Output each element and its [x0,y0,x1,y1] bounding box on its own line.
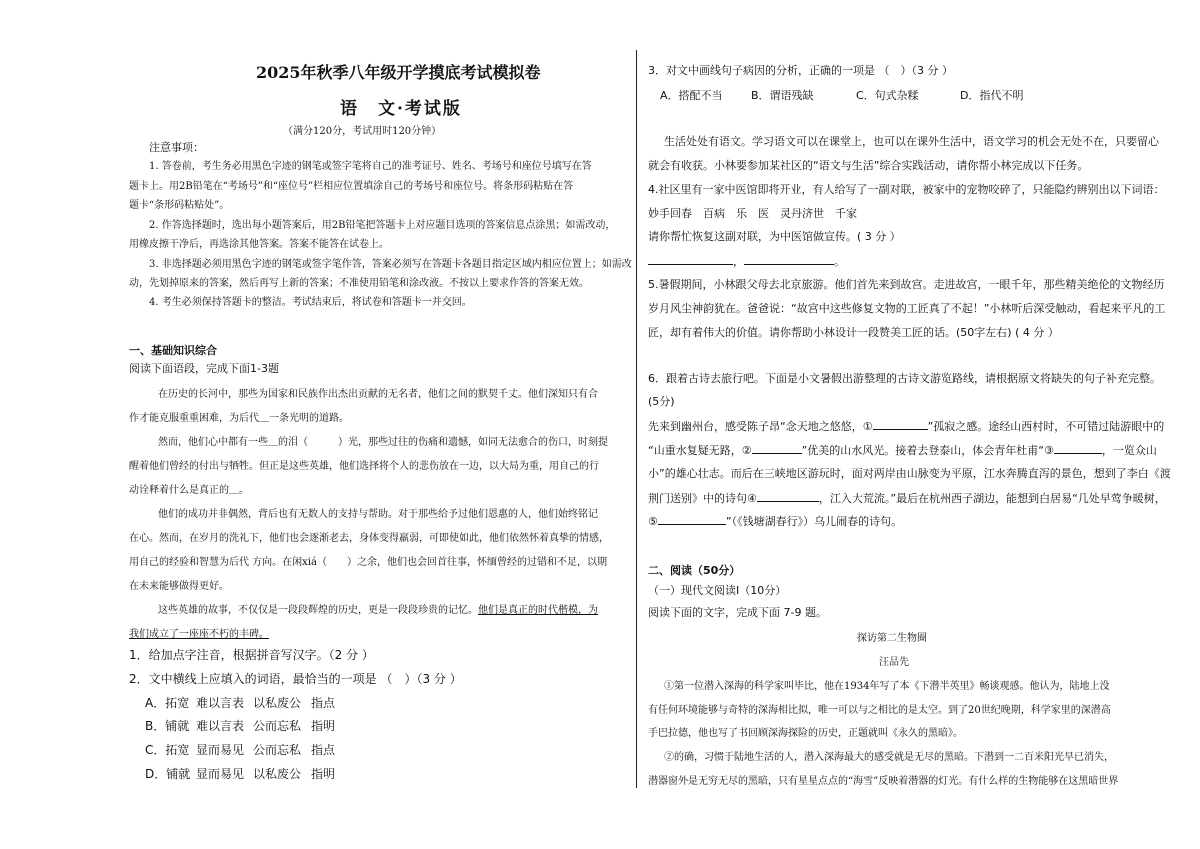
q6-line: ⑤ ”（《钱塘湖春行》）乌儿闹春的诗句。 [648,512,902,529]
q6-blank-3[interactable] [1054,441,1102,454]
right-column [642,0,1200,849]
section2-sub: （一）现代文阅读Ⅰ（10分） [648,584,787,597]
q6-line: “山重水复疑无路，② ”优美的山水风光。接着去登泰山，体会青年杜甫“③ ，一览众山 [648,441,1157,458]
notice-line: 题卡上。用2B铅笔在“考场号”和“座位号”栏相应位置填涂自己的考场号和座位号。将条形码粘贴在答 [129,181,574,192]
q6-score: (5分) [648,395,675,408]
passage-line: 用自己的经验和智慧为后代 方向。在闲xiá（ ）之余，他们也会回首往事，怀缅曾经的过错和不足，以期 [129,557,607,568]
notice-line: 动，先划掉原来的答案，然后再写上新的答案；不准使用铅笔和涂改液。不按以上要求作答的答案无效。 [129,278,589,289]
underlined-sentence: 他们是真正的时代楷模，为 [478,605,598,616]
exam-scoring: （满分120分，考试用时120分钟） [283,126,442,137]
column-divider [636,50,637,788]
notice-line: 2. 作答选择题时，选出每小题答案后，用2B铅笔把答题卡上对应题目选项的答案信息点涂黑；如需改动， [149,220,616,231]
section2-instruction: 阅读下面的文字，完成下面 7-9 题。 [648,606,827,619]
q6-blank-2[interactable] [752,441,802,454]
exam-title: 2025年秋季八年级开学摸底考试模拟卷 [256,63,541,82]
section1-instruction: 阅读下面语段，完成下面1-3题 [129,362,279,375]
q4-answer-line[interactable]: ， 。 [648,252,845,269]
article-line: 有任何环境能够与奇特的深海相比拟，唯一可以与之相比的是太空。到了20世纪晚期，科学家里的深潜高 [648,705,1111,716]
question-4: 4.社区里有一家中医馆即将开业，有人给写了一副对联，被家中的宠物咬碎了，只能隐约辨别出以下词语： [648,183,1165,196]
question-2: 2．文中横线上应填入的词语，最恰当的一项是 （ ）（3 分 ） [129,672,462,686]
option-d[interactable]: D．铺就 显而易见 以私废公 指明 [145,767,336,781]
q4-instruction: 请你帮忙恢复这副对联，为中医馆做宣传。( 3 分 ） [648,230,901,243]
q3-option-d[interactable]: D．指代不明 [960,89,1024,102]
passage-line: 在未来能够做得更好。 [129,581,229,592]
option-a[interactable]: A．拓宽 难以言表 以私废公 指点 [145,696,336,710]
q6-line: 小”的雄心壮志。而后在三峡地区游玩时，面对两岸由山脉变为平原，江水奔腾直泻的景色，想到了李白《渡 [648,467,1171,480]
q6-blank-5[interactable] [658,512,726,525]
question-5: 5.暑假期间，小林跟父母去北京旅游。他们首先来到故宫。走进故宫，一眼千年，那些精美绝伦的文物经历 [648,278,1165,291]
passage-text: 这些英雄的故事，不仅仅是一段段辉煌的历史，更是一段段珍贵的记忆。 [158,605,478,616]
passage-line: 然而，他们心中都有一些＿的泪（ ）光，那些过往的伤痛和遗憾，如同无法愈合的伤口，时刻提 [158,437,608,448]
notice-line: 1. 答卷前，考生务必用黑色字迹的钢笔或签字笔将自己的准考证号、姓名、考场号和座位号填写在答 [149,161,592,172]
notice-line: 用橡皮擦干净后，再选涂其他答案。答案不能答在试卷上。 [129,239,389,250]
passage-line: 醒着他们曾经的付出与牺牲。但正是这些英雄，他们选择将个人的悲伤放在一边，以大局为重，用自己的行 [129,461,599,472]
passage-line: 作才能克服重重困难，为后代＿一条光明的道路。 [129,413,349,424]
q3-option-a[interactable]: A．搭配不当 [660,89,723,102]
notice-line: 4. 考生必须保持答题卡的整洁。考试结束后，将试卷和答题卡一并交回。 [149,297,472,308]
article-author: 汪品先 [879,657,909,668]
q6-blank-4[interactable] [757,489,819,502]
passage-line: 在历史的长河中，那些为国家和民族作出杰出贡献的无名者，他们之间的默契千丈。他们深知只有合 [158,389,598,400]
passage-line: 他们的成功并非偶然，背后也有无数人的支持与帮助。对于那些给予过他们恩惠的人，他们始终铭记 [158,509,598,520]
underlined-sentence: 我们成立了一座座不朽的丰碑。 [129,629,269,640]
q6-line: 荆门送别》中的诗句④ ，江入大荒流。”最后在杭州西子湖边，能想到白居易“几处早莺争暖树， [648,489,1166,506]
question-3: 3．对文中画线句子病因的分析，正确的一项是 （ ）（3 分 ） [648,64,953,77]
intro-line: 就会有收获。小林要参加某社区的“语文与生活”综合实践活动，请你帮小林完成以下任务。 [648,159,1089,172]
passage-line: 动诠释着什么是真正的＿。 [129,485,249,496]
article-line: 手巴拉德，他也写了书回顾深海探险的历史，正题就叫《永久的黑暗》。 [648,728,963,739]
question-1: 1．给加点字注音，根据拼音写汉字。（2 分 ） [129,648,374,662]
notice-line: 3. 非选择题必须用黑色字迹的钢笔或签字笔作答，答案必须写在答题卡各题目指定区域内相应位置上；如需改 [149,259,632,270]
option-b[interactable]: B．铺就 难以言表 公而忘私 指明 [145,719,336,733]
section2-heading: 二、阅读（50分） [648,564,741,577]
article-line: 潜器窗外是无穷无尽的黑暗，只有星星点点的“海雪”反映着潜器的灯光。有什么样的生物能够在这黑暗世界 [648,776,1119,787]
question-6: 6．跟着古诗去旅行吧。下面是小文暑假出游整理的古诗文游览路线，请根据原文将缺失的句子补充完整。 [648,372,1161,385]
notice-line: 题卡“条形码粘贴处”。 [129,200,230,211]
intro-line: 生活处处有语文。学习语文可以在课堂上，也可以在课外生活中，语文学习的机会无处不在，只要留心 [664,135,1159,148]
q5-line: 岁月风尘神韵犹在。爸爸说：“故宫中这些修复文物的工匠真了不起！”小林听后深受触动，看起来平凡的工 [648,302,1166,315]
passage-line: 在心。然而，在岁月的洗礼下，他们也会逐渐老去，身体变得羸弱，可即使如此，他们依然怀着真挚的情感， [129,533,609,544]
q3-option-b[interactable]: B．谓语残缺 [751,89,814,102]
section1-heading: 一、基础知识综合 [129,344,217,357]
article-title: 探访第二生物圈 [857,633,927,644]
notice-title: 注意事项： [149,141,204,154]
article-line: ①第一位潜入深海的科学家叫毕比，他在1934年写了本《下潜半英里》畅谈观感。他认为，陆地上没 [664,681,1110,692]
q5-line: 匠，却有着伟大的价值。请你帮助小林设计一段赞美工匠的话。(50字左右) ( 4 分 ） [648,326,1059,339]
q3-option-c[interactable]: C．句式杂糅 [856,89,919,102]
q6-line: 先来到幽州台，感受陈子昂“念天地之悠悠，① ”孤寂之感。途经山西村时，不可错过陆游眼中的 [648,417,1164,434]
exam-subject: 语 文·考试版 [340,99,462,119]
option-c[interactable]: C．拓宽 显而易见 公而忘私 指点 [145,743,336,757]
q6-blank-1[interactable] [873,417,928,430]
passage-line [158,601,598,616]
article-line: ②的确，习惯于陆地生活的人，潜入深海最大的感受就是无尽的黑暗。下潜到一二百米阳光早已消失， [664,752,1114,763]
q4-words: 妙手回春 百病 乐 医 灵丹济世 千家 [648,207,857,220]
